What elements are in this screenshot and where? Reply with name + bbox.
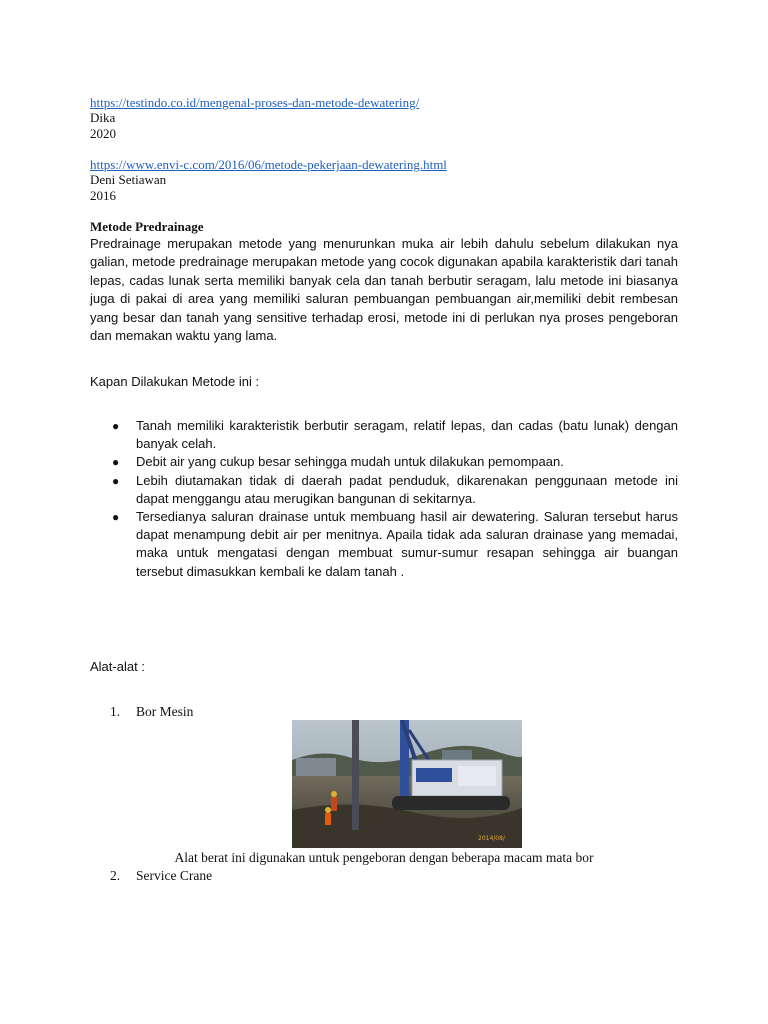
- reference-year-1: 2020: [90, 126, 116, 141]
- list-item-text: Tersedianya saluran drainase untuk membuang hasil air dewatering. Saluran tersebut harus dapat menampung debit air per menitnya. Apaila tidak ada saluran drainase yang memadai, maka untuk mengatasi dengan membuat sumur-sumur resapan sehingga air buangan tersebut dimasukkan kembali ke dalam tanah .: [136, 509, 678, 579]
- criteria-list: [90, 417, 678, 581]
- bullet-icon: ●: [112, 419, 120, 433]
- reference-author-2: Deni Setiawan: [90, 172, 167, 187]
- bullet-icon: ●: [112, 510, 120, 525]
- tool-number-1: 1.: [110, 704, 121, 719]
- photo-caption: Alat berat ini digunakan untuk pengeboran dengan beberapa macam mata bor: [174, 850, 594, 865]
- bullet-icon: ●: [112, 473, 120, 488]
- drilling-rig-photo: [292, 720, 522, 848]
- tool-name-2: Service Crane: [136, 868, 213, 883]
- reference-year-2: 2016: [90, 188, 116, 203]
- list-item-text: Debit air yang cukup besar sehingga mudah untuk dilakukan pemompaan.: [136, 454, 564, 470]
- list-item: [90, 417, 678, 453]
- section-heading: Metode Predrainage: [90, 219, 204, 234]
- section-paragraph: Predrainage merupakan metode yang menurunkan muka air lebih dahulu sebelum dilakukan nya galian, metode predrainage merupakan metode yang cocok digunakan apabila karakteristik dari tanah lepas, cadas lunak serta memiliki banyak cela dan tanah berbutir seragam, lalu metode ini biasanya juga di pakai di area yang memiliki saluran pembuangan pembuangan air,memiliki debit rembesan yang besar dan tanah yang sensitive terhadap erosi, metode ini di perlukan nya proses pengeboran dan memakan waktu yang lama.: [90, 236, 678, 344]
- tool-name-1: Bor Mesin: [136, 704, 194, 719]
- list-item: [90, 508, 678, 581]
- list-item: [90, 472, 678, 508]
- list-item-text: Lebih diutamakan tidak di daerah padat penduduk, dikarenakan penggunaan metode ini dapat menggangu atau merugikan bangunan di sekitarnya.: [136, 472, 678, 506]
- drilling-rig-illustration: [292, 720, 522, 848]
- reference-link-2[interactable]: https://www.envi-c.com/2016/06/metode-pekerjaan-dewatering.html: [90, 157, 447, 172]
- reference-link-1[interactable]: https://testindo.co.id/mengenal-proses-dan-metode-dewatering/: [90, 95, 420, 110]
- reference-author-1: Dika: [90, 110, 116, 125]
- when-heading: Kapan Dilakukan Metode ini :: [90, 374, 260, 389]
- svg-text:2014/08/: 2014/08/: [478, 835, 505, 842]
- tool-number-2: 2.: [110, 868, 121, 883]
- tools-heading: Alat-alat :: [90, 659, 145, 674]
- bullet-icon: ●: [112, 455, 120, 470]
- list-item: [90, 453, 678, 471]
- list-item-text: Tanah memiliki karakteristik berbutir seragam, relatif lepas, dan cadas (batu lunak) dengan banyak celah.: [136, 418, 678, 452]
